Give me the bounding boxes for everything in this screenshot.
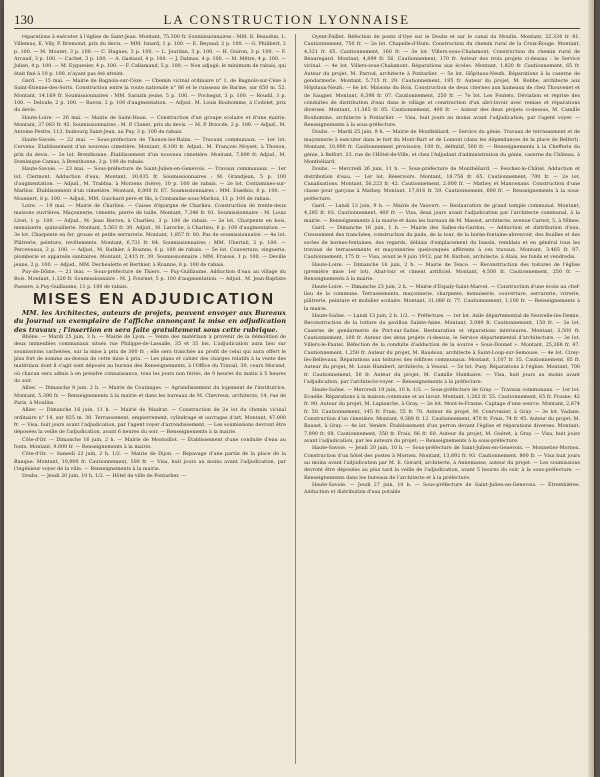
article-paragraph: Haute-Loire. — 26 mai. — Mairie de Saint-Haon. — Construction d'un groupe scolaire et d'une mairie. Montant, 37.083 fr. 45. Soumissionnaires : M. P. Clanet, prix du devis. — M. P. Briocde, 2 p. 100. — Adjud., M. Antoine Pestre, 113, faubourg Saint-Jean, au Puy, 3 p. 100 de rabais. bbox=[14, 114, 286, 136]
page-header bbox=[14, 8, 580, 29]
article-paragraph: Haute-Saône. — Mercredi 19 juin, 10 h. 1/2. — Sous-préfecture de Gray. — Travaux communaux. — 1er lot. Ecuelle. Réparations à la maison commune et au lavoir. Montant, 1,262 fr. 55. Cautionnement, 65 fr. Frasne, 42 fr. 90. Auteur du projet, M. Lapianche, à Gray. — 2e lot. Mont-le-Frasne. Captage d'une source. Montant, 2,874 fr. 50. Cautionnement, 145 fr. Frais, 55 fr. 70. Auteur du projet, M. Courvoisier, à Gray. — 3e lot. Vadans. Construction d'un cimetière. Montant, 9,368 fr. 12. Cautionnement, 470 fr. Frais, 74 fr. 45. Auteur du projet, M. Bauset, à Gray. — 4e lot. Venère. Établissement d'un perron devant l'église et réparations diverses. Montant, 7,090 fr. 08. Cautionnement, 350 fr. Frais, 66 fr. 60. Auteur du projet, M. Guéret, à Gray. — Visa, huit jours avant l'adjudication, par les auteurs du projet. — Renseignements à la sous-préfecture. bbox=[304, 386, 580, 444]
article-paragraph: Côte-d'Or. — Dimanche 16 juin, 2 h. — Mairie de Montoillot. — Établissement d'une conduite d'eau au fonts. Montant, 9.000 fr. — Renseignements à la mairie. bbox=[14, 436, 286, 451]
section-notice: MM. les Architectes, auteurs de projets, peuvent envoyer aux Bureaux du Journal un exemplaire de l'affiche annonçant la mise en adjudication des travaux ; l'insertion en sera faite gratuitement sous cette rubrique. bbox=[14, 309, 286, 334]
article-paragraph: réparations à exécuter à l'église de Saint-Jean. Montant, 75.300 fr. Soumissionnaires : MM. D. Beaudun, L. Villemus, E. Vily, P. Bremond, prix du devis. — MM. Isnard, 1 p. 100. — E. Reyaud, 2 p. 100. — G. Philibert, 2 p. 100. — M. Moutet, 3 p. 100. — C. Hugues, 3 p. 100. — L. Jourdan, 3 p. 100. — H. Guiron, 3 p. 100. — F. Arcaud, 3 p. 100. — Cachet, 3 p. 100. — A. Gastaud, 4 p. 100. — J. Dalmas, 4 p. 100. — M. Mêtre, 4 p. 100. — Julien, 4 p. 100. — M. Eyguesier, 4 p. 100. — F. Callamand, 5 p. 100. — Non adjugé, le minimum de rabais, qui était fixé à 10 p. 100, n'ayant pas été atteint. bbox=[14, 34, 286, 77]
article-paragraph: Haute-Saône. — Lundi 13 juin, 2 h. 1/2. — Préfecture. — 1er lot. Asile départemental de Neuvelle-lès-Demie. Reconstruction de la toiture du pavillon Sainte-Anne. Montant, 3,089 fr. Cautionnement, 150 fr. — 2e lot. Caserne de gendarmerie de Port-sur-Saône. Restauration et réparations intérieures. Montant, 3,500 fr. Cautionnement, 100 fr. Auteur des deux projets ci-dessus, le Service départemental d'architecture. — 3e lot. Villers-le-Pautel. Réfection de la conduite d'adduction de la source « Sous-Donnet ». Montant, 25,268 fr. 47. Cautionnement, 1,250 fr. Auteur du projet, M. Baudoux, architecte à Saint-Loup-sur-Semouse. — 4e lot. Cirey-lès-Bellevaux. Réparations aux toitures des édifices communaux. Montant, 1,107 fr. 35. Cautionnement, 85 fr. Auteur du projet, M. Louis Humbert, architecte, à Vesoul. — 5e lot. Pusy. Réparations à l'église. Montant, 700 fr. Cautionnement, 50 fr. Auteur du projet, M. Camille Humbaire. — Visa, huit jours au moins avant l'adjudication, par l'architecte-voyer. — Renseignements à la préfecture. bbox=[304, 313, 580, 386]
article-paragraph: Haute-Savoie. — 22 mai. — Sous-préfecture de Thonon-les-Bains. — Travaux communaux. — 1er lot. Cervens. Établissement d'un nouveau cimetière. Montant, 6.100 fr. Adjud., M. François Moyset, à Thonon, prix du devis. — 2e lot. Brenthonne. Établissement d'un nouveau cimetière. Montant, 7,000 fr. Adjud., M. Dominique Camus, à Brenthonne, 3 p. 100 de rabais. bbox=[14, 136, 286, 165]
left-column bbox=[14, 34, 286, 481]
article-paragraph: Allier. — Dimanche 9 juin, 2 h. — Mairie de Coutanges. — Agrandissement du logement de l'institutrice. Montant, 5.390 fr. — Renseignements à la mairie et dans les bureaux de M. Chevreux, architecte, 14, rue de Paris, à Moulins. bbox=[14, 385, 286, 407]
article-paragraph: Haute-Loire. — Dimanche 16 juin, 2 h. — Mairie de Tence. — Reconstruction des toitures de l'église (première mise 1er lot). Abat-toir et ciment artificiel. Montant, 4,500 fr. Cautionnement, 250 fr. — Renseignements à la mairie. bbox=[304, 261, 580, 283]
article-paragraph: Puy-de-Dôme. — 21 mai. — Sous-préfecture de Thiers. — Puy-Guillaume. Adduction d'eau au village du Bois. Montant, 1.320 fr. Soumissionnaire : M. J. Fournet, 5 p. 100 d'augmentation. — Adjud., M. Jean-Baptiste Passere, à Puy-Guillaume, 11 p. 100 de rabais. bbox=[14, 269, 286, 290]
page-number: 130 bbox=[14, 12, 34, 27]
article-paragraph: Rhône. — Mardi 25 juin, 3 h. — Mairie de Lyon. — Vente des matériaux à provenir de la démolition de deux immeubles communaux situés rue Philippe-de-Lassalle, 35 et 35 bis. L'adjudication aura lieu sur soumissions cachetées, sur la mise à prix de 300 fr. ; elle sera tranchée au profit de celui qui aura offert le plus fort de somme au-dessus de cette mise à prix. — Les plans et cahier des charges relatifs à la vente des matériaux dont il s'agit sont déposés au bureau des Renseignements, à l'Office du Travail, 30, cours Morand, où chacun sera admis à en prendre connaissance, tous les jours non fériés, de 9 heures du matin à 5 heures du soir. bbox=[14, 333, 286, 384]
article-paragraph: Doubs. — Jeudi 20 juin, 10 h. 1/2. — Hôtel de ville de Pontarlier. — bbox=[22, 473, 187, 480]
article-paragraph: Gard. — Lundi 13 juin, 9 h. — Mairie de Vauvert. — Restauration de grand temple communal. Montant, 4,285 fr. 03. Cautionnement, 400 fr. — Visa, deux jours avant l'adjudication par l'architecte communal, à la mairie. — Renseignements à la mairie et dans les bureaux de M. Massot, architecte, avenue Carnot, 5, à Nîmes. bbox=[304, 202, 580, 224]
article-paragraph: Allier. — Dimanche 16 juin, 11 h. — Mairie de Mazirat. — Construction de 2e lot du chemin vicinal ordinaire n° 14, sur 825 m. 38. Terrassement, empierrement, cylindrage et ouvrages d'art. Montant, 47.000 fr. — Visa, huit jours avant l'adjudication, par l'agent voyer d'arrondissement. — Les soumissions devront être déposées la veille de l'adjudication, avant 6 heures du soir. — Renseignements à la mairie. bbox=[14, 407, 286, 436]
column-divider bbox=[295, 34, 296, 764]
right-column bbox=[304, 34, 580, 497]
running-title: LA CONSTRUCTION LYONNAISE bbox=[163, 12, 411, 27]
article-paragraph: Haute-Savoie. — Jeudi 27 juin, 10 h. — Sous-préfecture de Saint-Julien-en-Genevois. — Étrembières. Adduction et distribution d'eau potable bbox=[304, 481, 580, 496]
book-spine-shadow bbox=[588, 0, 594, 777]
article-paragraph: Côte-d'Or. — Samedi 22 juin, 2 h. 1/2. — Mairie de Dijon. — Repavage d'une partie de la place de la Banque. Montant, 10,000 fr. Cautionnement, 500 fr. — Visa, huit jours au moins avant l'adjudication, par l'ingénieur voyer de la ville. — Renseignements à la mairie. bbox=[14, 451, 286, 473]
article-paragraph: Gard. — 15 mai. — Mairie de Bagnols-sur-Cèze. — Chemin vicinal ordinaire n° 1, de Bagnols-sur-Cèze à Saint-Étienne-des-Sorts. Construction entre la route nationale n° 86 et le ruisseau de Barine, sur 650 m. 52. Montant, 14,169 fr. Soumissionnaires : MM. Sarazin jeune, 5 p. 100. — Pochegut, 3 p. 100. — Roudil, 3 p. 100. — Deloule, 2 p. 100. — Ravon, 2 p. 100 d'augmentation. — Adjud., M. Louis Bouhomme, à Codolet, prix du devis. bbox=[14, 78, 286, 114]
article-paragraph: Doubs. — Mercredi 26 juin, 11 h. — Sous-préfecture de Montbéliard. — Feschez-le-Châtel. Adduction et distribution d'eau. — 1er lot. Réservoirs. Montant, 18.756 fr. 65. Cautionnement, 700 fr. — 2e lot. Canalisations. Montant, 56.223 fr. 42. Cautionnement, 2.000 fr. — Mathey et Mancenans. Construction d'une classe pour garçons à Mathey. Montant, 17,816 fr. 59. Cautionnement, 600 fr. — Renseignements à la sous-préfecture. bbox=[304, 166, 580, 202]
article-paragraph: Gard. — Dimanche 16 juin, 1 h. — Mairie des Salles-du-Gardon. — Adduction et distribution d'eau. Creusement des tranchées, construction du puits, de la tour, de la borne-fontaine-abreuvoir, des feuilles et des socles de bornes-fontaines, des regards, déblais d'emplacement du bassin, remblais et en général tous les travaux de terrassements et maçonneries quelconques afférents à ces travaux. Montant, 3.465 fr. 07. Cautionnement, 175 fr. — Visa, avant le 9 juin 1912, par M. Barbon, architecte, à Alais, les fonds et vendredis. bbox=[304, 224, 580, 261]
article-paragraph: Loire. — 19 mai. — Mairie de Charlieu. — Caisse d'épargne de Charlieu. Construction de trente-deux maisons ouvrières. Maçonnerie, ciments, pierre de taille. Montant, 7,346 fr. 01. Soumissionnaire : M. Louis Livet, 1 p. 100. — Adjud., M. Jean Barron, à Charlieu, 3 p. 100 de rabais. — 2e lot. Charpente en bois, menuiserie, quincaillerie. Montant, 5.563 fr. 30. Adjud., M. Laroche, à Charlieu, 6 p. 100 d'augmentation. — 3e lot. Charpente en fer, grosse et petite serrurerie. Montant, 1,857 fr. 80. Pas de soumissionnaire. — 4e lot. Plâtrerie, peinture, revêtements. Montant, 6,731 fr. 84. Soumissionnaires : MM. Ubertali, 2 p. 100. — Perceveaux, 2 p. 100. — Adjud., M. Rathier, à Roanne, 6 p. 100 de rabais. — 5e lot. Couverture, zinguerie, plomberie et appareils sanitaires. Montant, 2,415 fr. 39. Soumissionnaire : MM. Fraissé, 1 p. 100. — Deville jeune, 2 p. 100. — Adjud., MM. Decheulette et Berthier, à Roanne, 8 p. 100 de rabais. bbox=[14, 202, 286, 268]
section-title: MISES EN ADJUDICATION bbox=[32, 291, 275, 309]
newspaper-page bbox=[4, 0, 594, 777]
right-column-body bbox=[304, 34, 580, 497]
left-column-top bbox=[14, 34, 286, 291]
article-paragraph: Haute-Savoie. — 23 mai. — Sous-préfecture de Saint-Julien-en-Genevois. — Travaux communaux. — 1er lot. Clermont. Adduction d'eau. Montant, 30,035 fr. Soumissionnaires : M. Grandjean, 5 p. 100 d'augmentation. — Adjud., M. Trabbia, à Morzens (Isère), 10 p. 100 de rabais. — 2e lot. Contamines-sur-Marlioz. Établissement d'un cimetière. Montant, 6,000 fr. 67. Soumissionnaires : MM. Eusébio, 6 p. 100. — Mouniert, 8 p. 100. — Adjud., MM. Guichard père et fils, à Contamine-sous-Marlioz, 11 p. 100 de rabais. bbox=[14, 166, 286, 202]
left-column-bottom bbox=[14, 334, 286, 481]
article-paragraph: Doubs. — Mardi 25 juin, 9 h. — Mairie de Montbéliard. — Service du génie. Travaux de terrassement et de maçonnerie à exécuter dans le fort du Mont-Bart et de Lomont (dans les dépendances de la place de Belfort). Montant, 10,000 fr. Cautionnement provisoire, 100 fr., définitif, 500 fr. — Renseignements à la Chefferie du génie, à Belfort, 23, rue de l'Hôtel-de-Ville, et chez l'Adjudant d'administration du génie, caserne du Château, à Montbéliard. bbox=[304, 129, 580, 165]
article-paragraph: Haute-Savoie. — Jeudi 20 juin, 10 h. — Sous-préfecture de Saint-Julien-en-Genevois. — Monnetier-Mornex. Construction d'un hôtel des postes à Mornex. Montant, 13,892 fr. 93. Cautionnement, 800 fr. — Visa huit jours au moins avant l'adjudication par M. E. Gorard, architecte, à Annemasse, auteur du projet. — Les soumissions devront être déposées au plus tard la veille de l'adjudication, avant 5 heures du soir, à la sous-préfecture. — Renseignements dans les bureaux de l'architecte et à la préfecture. bbox=[304, 445, 580, 481]
article-paragraph: Haute-Loire. — Dimanche 23 juin, 2 h. — Mairie d'Espaly-Saint-Marcel. — Construction d'une école au chef-lieu de la commune. Terrassements, maçonnerie, charpente, menuiserie, couverture, serrurerie, vitrerie, plâtrerie, peinture et mobilier scolaire. Montant, 31,086 fr. 77. Cautionnement, 1,100 fr. — Renseignements à la mairie. bbox=[304, 283, 580, 312]
article-paragraph: Oyent-Paillet. Réfection de ponts d'Oye sur le Doubs et sur le canal du Moulin. Montant, 22.334 fr. 81. Cautionnement, 750 fr. — 2e lot. Chapelle-d'Huin. Construction du chemin rural de la Croix-Rouge. Montant, 4,321 fr. 65. Cautionnement, 160 fr. — 3e lot. Villers-sous-Chalamont. Construction du chemin rural de Beauregard. Montant, 4,899 fr. 56. Cautionnement, 170 fr. Auteur des trois projets ci-dessus : le Service vicinal. — 4e lot. Villers-sous-Chalamont. Réparations aux écoles. Montant, 1,820 fr. Cautionnement, 65 fr. Auteur du projet, M. Parrod, architecte à Pontarlier. — 5e lot. Hôpitaux-Neufs. Réparations à la caserne de gendarmerie. Montant, 5.715 fr. 29. Cautionnement, 195 fr. Auteur du projet, M. Robbe, architecte aux Hôpitaux-Neufs. — 6e lot. Maisons du Bois. Construction de deux citernes aux hameaux de chez Thouvenet et de Saugier. Montant, 6,398 fr. 07. Cautionnement, 250 fr. — 7e lot. Les Fontets. Déviation et reprise des conduites de distribution d'eau dans le village et construction d'un abri-lavoir avec remise et réparations diverses. Montant, 11.365 fr. 05. Cautionnement, 400 fr. — Auteur des deux projets ci-dessus, M. Camille Bouhomme, architecte à Pontarlier. — Visa, huit jours au moins avant l'adjudication, par l'agent voyer. — Renseignements à la sous-préfecture. bbox=[304, 34, 580, 129]
